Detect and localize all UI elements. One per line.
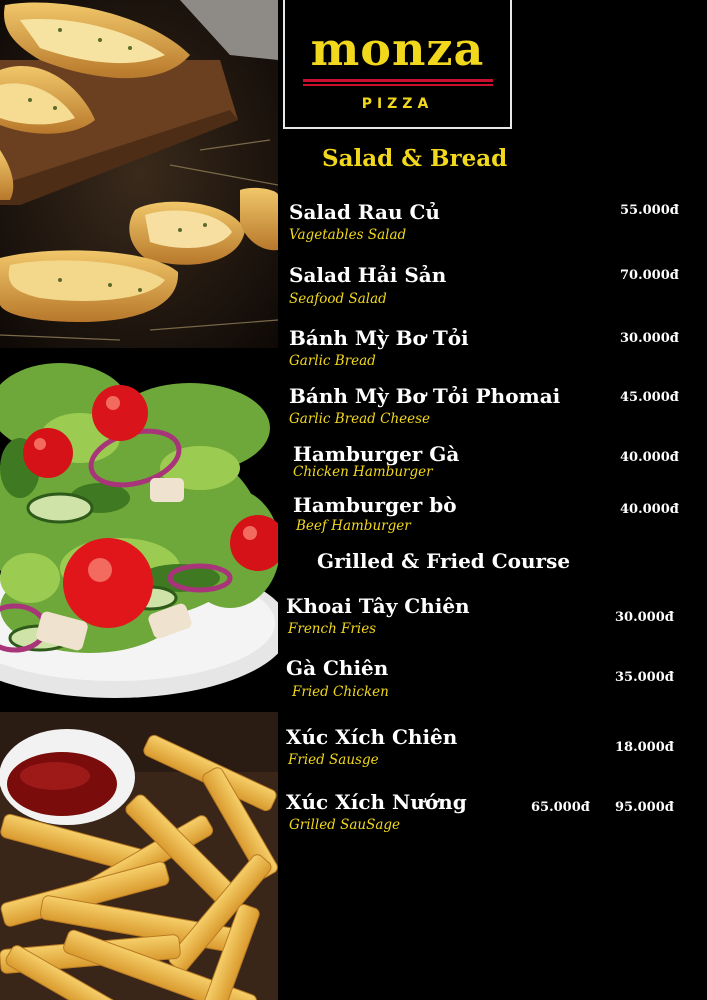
menu-item-name: Bánh Mỳ Bơ Tỏi — [289, 326, 469, 350]
menu-item-name: Khoai Tây Chiên — [286, 594, 470, 618]
section-title: Salad & Bread — [322, 145, 508, 172]
menu-item-price: 55.000đ — [620, 203, 679, 218]
menu-item-name: Salad Rau Củ — [289, 200, 440, 224]
menu-item-subtitle: Fried Chicken — [292, 684, 389, 700]
menu-item-subtitle: Garlic Bread — [289, 353, 376, 369]
menu-item-price: 30.000đ — [620, 331, 679, 346]
garlic-bread-photo — [0, 0, 278, 348]
menu-item-subtitle: Fried Sausge — [288, 752, 379, 768]
menu-item-name: Xúc Xích Chiên — [286, 725, 458, 749]
menu-item-name: Hamburger bò — [293, 493, 457, 517]
menu-item-price: 40.000đ — [620, 450, 679, 465]
french-fries-photo — [0, 712, 278, 1000]
menu-item-name: Gà Chiên — [286, 656, 389, 680]
menu-item-price: 30.000đ — [615, 610, 674, 625]
menu-item-price: 45.000đ — [620, 390, 679, 405]
menu-item-name: Salad Hải Sản — [289, 263, 447, 287]
menu-item-price-secondary: 65.000đ — [531, 800, 590, 815]
menu-item-price: 70.000đ — [620, 268, 679, 283]
logo-divider — [303, 84, 493, 86]
menu-item-subtitle: Beef Hamburger — [296, 518, 411, 534]
menu-item-subtitle: Seafood Salad — [289, 291, 387, 307]
menu-item-subtitle: Garlic Bread Cheese — [289, 411, 431, 427]
menu-item-price: 40.000đ — [620, 502, 679, 517]
menu-item-name: Hamburger Gà — [293, 442, 460, 466]
menu-item-subtitle: Grilled SauSage — [289, 817, 401, 833]
menu-item-name: Bánh Mỳ Bơ Tỏi Phomai — [289, 384, 561, 408]
menu-item-price: 35.000đ — [615, 670, 674, 685]
menu-item-price: 95.000đ — [615, 800, 674, 815]
logo-subtitle: PIZZA — [361, 96, 434, 112]
logo-divider — [303, 79, 493, 82]
menu-item-subtitle: Vagetables Salad — [289, 227, 407, 243]
menu-item-subtitle: French Fries — [288, 621, 377, 637]
menu-item-subtitle: Chicken Hamburger — [293, 464, 433, 480]
menu-item-name: Xúc Xích Nướng — [286, 790, 467, 814]
logo-wordmark: monza — [310, 22, 485, 76]
menu-item-price: 18.000đ — [615, 740, 674, 755]
section-title: Grilled & Fried Course — [317, 549, 571, 573]
salad-photo — [0, 348, 278, 712]
